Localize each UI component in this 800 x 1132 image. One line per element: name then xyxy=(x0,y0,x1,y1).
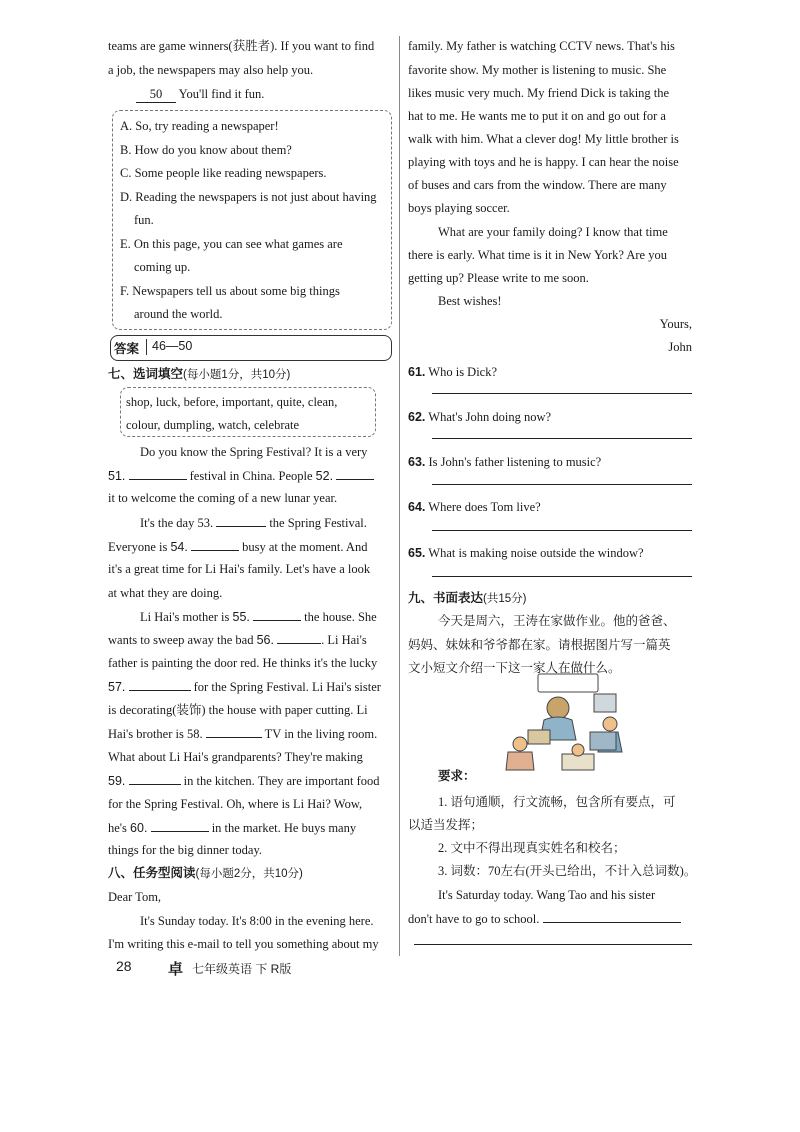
cloze-text: for the Spring Festival. Li Hai's sister xyxy=(193,680,381,694)
answer-label: 答案 xyxy=(114,342,140,356)
prompt-line: 今天是周六，王涛在家做作业。他的爸爸、 xyxy=(438,614,676,628)
word-bank-line: shop, luck, before, important, quite, clean, xyxy=(126,395,338,409)
cloze-text: the Spring Festival. xyxy=(269,516,367,530)
letter-line: What are your family doing? I know that time xyxy=(438,225,668,239)
letter-line: of buses and cars from the window. There are many xyxy=(408,178,667,192)
answer-blank-54[interactable] xyxy=(191,538,239,551)
cloze-line: is decorating(装饰) the house with paper cutting. Li xyxy=(108,703,368,717)
prompt-line: 文小短文介绍一下这一家人在做什么。 xyxy=(408,661,621,675)
question-62 xyxy=(408,409,551,425)
radio-icon xyxy=(528,730,550,744)
letter-line: family. My father is watching CCTV news. That's his xyxy=(408,39,675,53)
painting-icon xyxy=(594,694,616,712)
letter-line: It's Sunday today. It's 8:00 in the evening here. xyxy=(140,914,374,928)
answer-blank-50[interactable]: 50 xyxy=(136,86,176,103)
essay-blank[interactable] xyxy=(543,910,681,923)
shelf-icon xyxy=(538,674,598,692)
cloze-text: Li Hai's mother is xyxy=(140,610,230,624)
answer-blank-55[interactable] xyxy=(253,608,301,621)
answer-range: 46—50 xyxy=(152,339,193,353)
section-7-heading xyxy=(108,366,290,383)
answer-line-65[interactable] xyxy=(432,576,692,577)
cloze-line xyxy=(108,467,374,484)
cloze-line xyxy=(108,631,367,648)
grandpa-head xyxy=(547,697,569,719)
cloze-line: Do you know the Spring Festival? It is a very xyxy=(140,445,368,459)
cloze-line xyxy=(108,725,377,742)
question-text: Where does Tom live? xyxy=(428,500,541,514)
letter-line: walk with him. What a clever dog! My little brother is xyxy=(408,132,679,146)
letter-line: I'm writing this e-mail to tell you something about my xyxy=(108,937,379,951)
question-61 xyxy=(408,364,497,380)
cloze-line xyxy=(140,608,377,625)
letter-line: Dear Tom, xyxy=(108,890,162,904)
question-number: 63. xyxy=(408,455,426,469)
book-title: 七年级英语 下 R版 xyxy=(192,962,292,976)
question-64 xyxy=(408,499,541,515)
answer-blank-57[interactable] xyxy=(129,678,191,691)
requirement-line: 3. 词数：70左右(开头已给出，不计入总词数)。 xyxy=(438,864,697,878)
option-d: D. Reading the newspapers is not just about having xyxy=(120,190,377,204)
essay-start-line-2 xyxy=(408,910,681,927)
cloze-line xyxy=(140,514,367,531)
essay-start-line: It's Saturday today. Wang Tao and his sister xyxy=(438,888,656,902)
cloze-line xyxy=(108,819,356,836)
blank-number-55: 55. xyxy=(232,610,250,624)
cloze-line: it's a great time for Li Hai's family. Let's have a look xyxy=(108,562,371,576)
section-8-heading xyxy=(108,865,303,882)
cloze-text: in the kitchen. They are important food xyxy=(183,774,380,788)
father-head xyxy=(572,744,584,756)
blank-number-52: 52. xyxy=(315,469,334,483)
question-65 xyxy=(408,545,644,561)
section-9-title: 九、书面表达 xyxy=(408,591,484,605)
letter-closing: Best wishes! xyxy=(438,294,502,308)
section-7-note: (每小题1分，共10分) xyxy=(183,369,291,381)
requirement-line: 1. 语句通顺，行文流畅，包含所有要点，可 xyxy=(438,795,676,809)
option-e: E. On this page, you can see what games are xyxy=(120,237,343,251)
cloze-text: It's the day 53. xyxy=(140,516,214,530)
blank-number-51: 51. xyxy=(108,469,126,483)
cloze-line: father is painting the door red. He thinks it's the lucky xyxy=(108,656,378,670)
section-7-title: 七、选词填空 xyxy=(108,367,184,381)
requirements-title: 要求： xyxy=(438,769,476,783)
cloze-text: . Li Hai's xyxy=(321,633,367,647)
word-bank-line: colour, dumpling, watch, celebrate xyxy=(126,418,300,432)
letter-line: playing with toys and he is happy. I can hear the noise xyxy=(408,155,679,169)
cloze-line: things for the big dinner today. xyxy=(108,843,263,857)
answer-blank-51[interactable] xyxy=(129,467,187,480)
option-f: F. Newspapers tell us about some big things xyxy=(120,284,340,298)
answer-blank-53[interactable] xyxy=(216,514,266,527)
answer-blank-60[interactable] xyxy=(151,819,209,832)
intro-line: a job, the newspapers may also help you. xyxy=(108,63,314,77)
answer-line-61[interactable] xyxy=(432,393,692,394)
essay-start-text: don't have to go to school. xyxy=(408,912,540,926)
letter-signature: John xyxy=(668,340,692,354)
letter-yours: Yours, xyxy=(659,317,692,331)
column-divider xyxy=(399,36,400,956)
option-e-cont: coming up. xyxy=(134,260,191,274)
blank-number-56: 56. xyxy=(256,633,274,647)
cloze-line xyxy=(108,538,367,555)
mother-head xyxy=(603,717,617,731)
blank-number-60: 60. xyxy=(130,821,148,835)
question-50 xyxy=(136,86,264,103)
answer-blank-58[interactable] xyxy=(206,725,262,738)
page-number-text: 28 xyxy=(116,958,132,974)
answer-line-62[interactable] xyxy=(432,438,692,439)
brand-logo xyxy=(168,958,183,979)
answer-line-63[interactable] xyxy=(432,484,692,485)
question-text: Is John's father listening to music? xyxy=(428,455,602,469)
cloze-text: Everyone is xyxy=(108,540,168,554)
requirement-line: 2. 文中不得出现真实姓名和校名； xyxy=(438,841,626,855)
letter-line: boys playing soccer. xyxy=(408,201,510,215)
option-c: C. Some people like reading newspapers. xyxy=(120,166,327,180)
cloze-text: the house. She xyxy=(304,610,377,624)
intro-line: teams are game winners(获胜者). If you want to find xyxy=(108,39,375,53)
cloze-text: Hai's brother is 58. xyxy=(108,727,203,741)
tv-icon xyxy=(590,732,616,750)
cloze-text: he's xyxy=(108,821,127,835)
cloze-text: in the market. He buys many xyxy=(211,821,357,835)
question-number: 65. xyxy=(408,546,426,560)
cloze-line xyxy=(108,678,381,695)
prompt-line: 妈妈、妹妹和爷爷都在家。请根据图片写一篇英 xyxy=(408,638,671,652)
question-63 xyxy=(408,454,601,470)
question-number: 62. xyxy=(408,410,426,424)
question-50-text: You'll find it fun. xyxy=(178,87,265,101)
section-9-heading xyxy=(408,590,526,607)
essay-answer-line[interactable] xyxy=(414,944,692,945)
question-text: What is making noise outside the window? xyxy=(428,546,644,560)
option-d-cont: fun. xyxy=(134,213,154,227)
letter-line: getting up? Please write to me soon. xyxy=(408,271,589,285)
cloze-line: What about Li Hai's grandparents? They're making xyxy=(108,750,363,764)
section-8-note: (每小题2分，共10分) xyxy=(195,868,303,880)
letter-line: likes music very much. My friend Dick is taking the xyxy=(408,86,670,100)
page-number xyxy=(116,958,132,976)
answer-blank-52[interactable] xyxy=(336,467,374,480)
blank-number-57: 57. xyxy=(108,680,126,694)
question-text: Who is Dick? xyxy=(428,365,498,379)
child-head xyxy=(513,737,527,751)
family-illustration xyxy=(498,670,630,774)
answer-blank-59[interactable] xyxy=(129,772,181,785)
question-text: What's John doing now? xyxy=(428,410,552,424)
letter-line: hat to me. He wants me to put it on and go out for a xyxy=(408,109,666,123)
answer-line-64[interactable] xyxy=(432,530,692,531)
cloze-text: busy at the moment. And xyxy=(242,540,368,554)
option-a: A. So, try reading a newspaper! xyxy=(120,119,279,133)
brand-text: 卓 xyxy=(168,961,184,978)
cloze-text: TV in the living room. xyxy=(264,727,378,741)
question-number: 64. xyxy=(408,500,426,514)
letter-line: there is early. What time is it in New York? Are you xyxy=(408,248,667,262)
blank-number-54: 54. xyxy=(170,540,188,554)
child-body xyxy=(506,752,534,770)
section-9-note: (共15分) xyxy=(483,593,527,605)
answer-blank-56[interactable] xyxy=(277,631,321,644)
cloze-line: it to welcome the coming of a new lunar year. xyxy=(108,491,338,505)
option-f-cont: around the world. xyxy=(134,307,223,321)
cloze-line: at what they are doing. xyxy=(108,586,223,600)
cloze-text: wants to sweep away the bad xyxy=(108,633,254,647)
blank-number-59: 59. xyxy=(108,774,126,788)
cloze-line: for the Spring Festival. Oh, where is Li Hai? Wow, xyxy=(108,797,363,811)
cloze-text: festival in China. People xyxy=(189,469,313,483)
question-number: 61. xyxy=(408,365,426,379)
cloze-line xyxy=(108,772,380,789)
letter-line: favorite show. My mother is listening to music. She xyxy=(408,63,667,77)
answer-divider xyxy=(146,339,147,355)
requirement-line: 以适当发挥； xyxy=(408,818,484,832)
section-8-title: 八、任务型阅读 xyxy=(108,866,196,880)
option-b: B. How do you know about them? xyxy=(120,143,292,157)
